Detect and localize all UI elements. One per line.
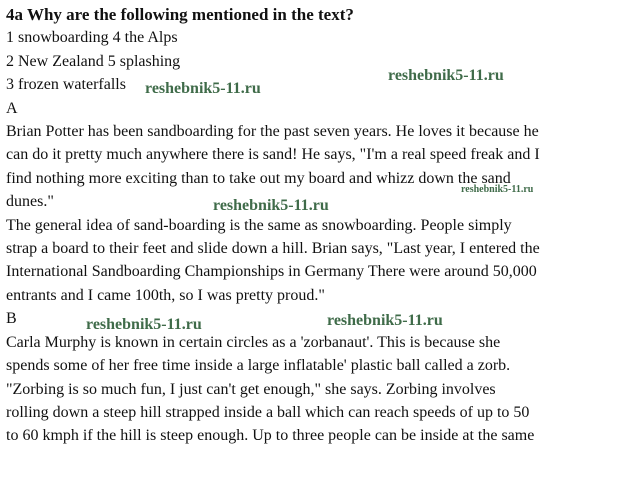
watermark: reshebnik5-11.ru <box>145 80 261 97</box>
list-item: 1 snowboarding 4 the Alps <box>6 29 178 47</box>
paragraph-line: spends some of her free time inside a large inflatable' plastic ball called a zorb. <box>6 357 511 375</box>
paragraph-line: Brian Potter has been sandboarding for the past seven years. He loves it because he <box>6 123 539 141</box>
section-a-label: A <box>6 99 18 117</box>
exercise-heading: 4a Why are the following mentioned in the text? <box>6 5 354 24</box>
paragraph-line: entrants and I came 100th, so I was pretty proud." <box>6 286 325 304</box>
watermark: reshebnik5-11.ru <box>86 316 202 333</box>
paragraph-line: strap a board to their feet and slide down a hill. Brian says, "Last year, I entered the <box>6 240 540 258</box>
paragraph-line: rolling down a steep hill strapped inside a ball which can reach speeds of up to 50 <box>6 403 530 421</box>
list-item: 3 frozen waterfalls <box>6 76 126 94</box>
paragraph-line: find nothing more exciting than to take out my board and whizz down the sand <box>6 169 511 187</box>
paragraph-line: Carla Murphy is known in certain circles as a 'zorbanaut'. This is because she <box>6 333 501 351</box>
paragraph-line: International Sandboarding Championships in Germany There were around 50,000 <box>6 263 537 281</box>
paragraph-line: The general idea of sand-boarding is the same as snowboarding. People simply <box>6 216 512 234</box>
document-page <box>6 3 618 448</box>
watermark: reshebnik5-11.ru <box>213 197 329 214</box>
paragraph-line: "Zorbing is so much fun, I just can't get enough," she says. Zorbing involves <box>6 380 496 398</box>
watermark: reshebnik5-11.ru <box>388 67 504 84</box>
paragraph-line: to 60 kmph if the hill is steep enough. Up to three people can be inside at the same <box>6 427 535 445</box>
watermark: reshebnik5-11.ru <box>461 184 534 195</box>
list-item: 2 New Zealand 5 splashing <box>6 52 181 70</box>
paragraph-line: can do it pretty much anywhere there is sand! He says, "I'm a real speed freak and I <box>6 146 540 164</box>
section-b-label: B <box>6 310 17 328</box>
paragraph-line: dunes." <box>6 193 54 211</box>
watermark: reshebnik5-11.ru <box>327 312 443 329</box>
